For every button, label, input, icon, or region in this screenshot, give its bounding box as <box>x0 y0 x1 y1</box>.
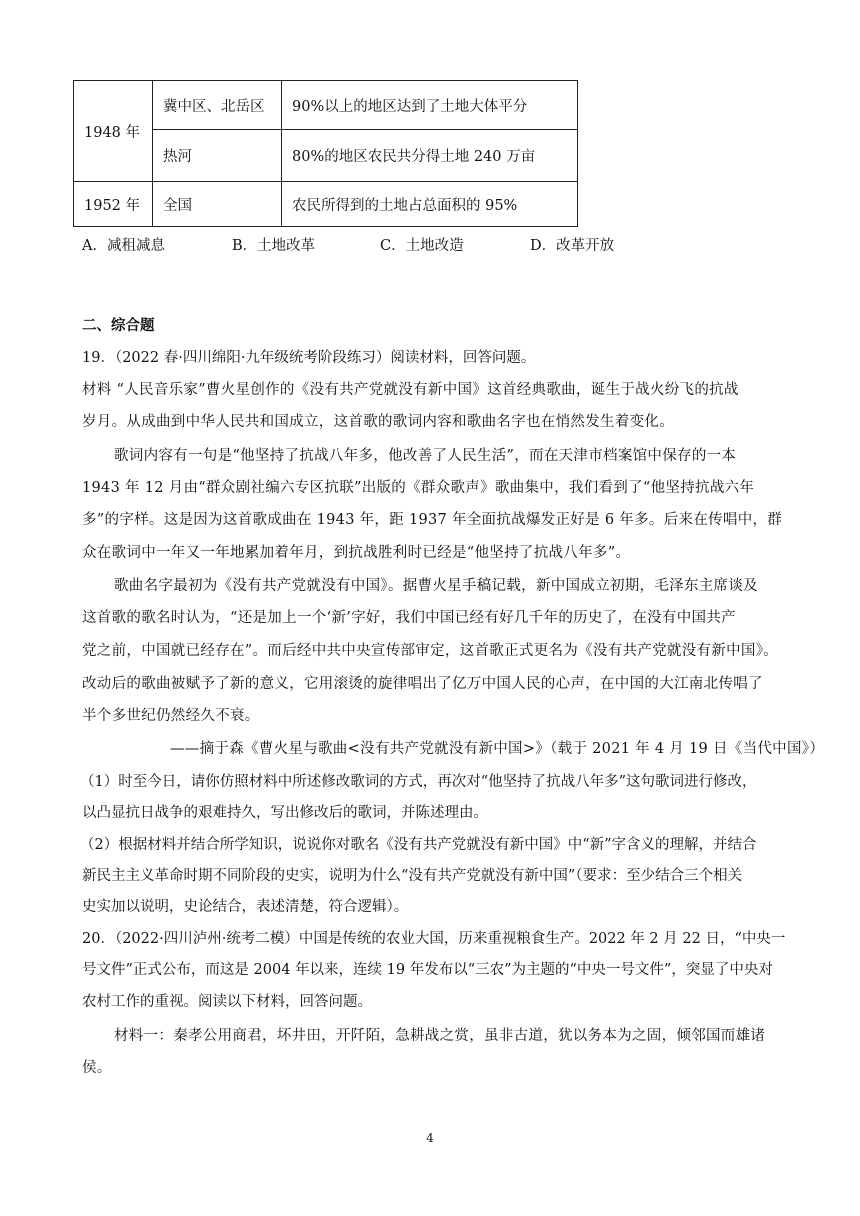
question-20-header: 20．（2022·四川泸州·统考二模）中国是传统的农业大国，历来重视粮食生产。2022 年 2 月 22 日，“中央一 <box>82 931 786 947</box>
material-line: 歌曲名字最初为《没有共产党就没有中国》。据曹火星手稿记载，新中国成立初期，毛泽东主席谈及 <box>114 578 758 594</box>
material-line: 1943 年 12 月由“群众剧社编六专区抗联”出版的《群众歌声》歌曲集中，我们看到了“他坚持抗战六年 <box>82 480 755 496</box>
question-19-1: （1）时至今日，请你仿照材料中所述修改歌词的方式，再次对“他坚持了抗战八年多”这句歌词进行修改， <box>80 774 757 790</box>
section-title: 二、综合题 <box>82 318 155 334</box>
question-20-header: 号文件”正式公布，而这是 2004 年以来，连续 19 年发布以“三农”为主题的“中央一号文件”，突显了中央对 <box>82 962 773 978</box>
table-cell-region: 冀中区、北岳区 <box>153 81 282 130</box>
question-19-2: （2）根据材料并结合所学知识，说说你对歌名《没有共产党就没有新中国》中“新”字含义的理解，并结合 <box>80 837 757 853</box>
question-20-header: 农村工作的重视。阅读以下材料，回答问题。 <box>82 994 372 1010</box>
table-row <box>74 81 578 130</box>
material-line: 歌词内容有一句是“他坚持了抗战八年多，他改善了人民生活”，而在天津市档案馆中保存的一本 <box>114 448 737 464</box>
question-19-header: 19．（2022 春·四川绵阳·九年级统考阶段练习）阅读材料，回答问题。 <box>82 350 536 366</box>
land-reform-table <box>73 80 578 227</box>
material-line: 材料 “人民音乐家”曹火星创作的《没有共产党就没有新中国》这首经典歌曲，诞生于战火纷飞的抗战 <box>82 382 739 398</box>
option-b[interactable]: B．土地改革 <box>232 238 316 254</box>
material-line: 改动后的歌曲被赋予了新的意义，它用滚烫的旋律唱出了亿万中国人民的心声，在中国的大江南北传唱了 <box>82 676 763 692</box>
material-line: 多”的字样。这是因为这首歌成曲在 1943 年，距 1937 年全面抗战爆发正好是 6 年多。后来在传唱中，群 <box>82 512 783 528</box>
table-cell-year: 1952 年 <box>74 182 153 227</box>
material-source: ——摘于森《曹火星与歌曲<没有共产党就没有新中国>》（载于 2021 年 4 月 19 日《当代中国》） <box>170 741 825 757</box>
table-cell-year: 1948 年 <box>74 81 153 182</box>
option-c[interactable]: C．土地改造 <box>380 238 464 254</box>
table-cell-content: 80%的地区农民共分得土地 240 万亩 <box>282 130 578 182</box>
table-cell-content: 90%以上的地区达到了土地大体平分 <box>282 81 578 130</box>
table-cell-region: 全国 <box>153 182 282 227</box>
material-line: 党之前，中国就已经存在”。而后经中共中央宣传部审定，这首歌正式更名为《没有共产党就没有新中国》。 <box>82 643 779 659</box>
material-line: 这首歌的歌名时认为，“还是加上一个‘新’字好，我们中国已经有好几千年的历史了，在没有中国共产 <box>82 610 736 626</box>
option-a[interactable]: A．减租减息 <box>82 238 165 254</box>
question-19-2: 新民主主义革命时期不同阶段的史实，说明为什么“没有共产党就没有新中国”（要求：至少结合三个相关 <box>82 868 743 884</box>
table-cell-content: 农民所得到的土地占总面积的 95% <box>282 182 578 227</box>
material-line: 半个多世纪仍然经久不衰。 <box>82 708 260 724</box>
material-line: 岁月。从成曲到中华人民共和国成立，这首歌的歌词内容和歌曲名字也在悄然发生着变化。 <box>82 414 674 430</box>
material-line: 众在歌词中一年又一年地累加着年月，到抗战胜利时已经是“他坚持了抗战八年多”。 <box>82 545 631 561</box>
material-one: 材料一：秦孝公用商君，坏井田，开阡陌，急耕战之赏，虽非古道，犹以务本为之固，倾邻国而雄诸 <box>114 1028 766 1044</box>
question-19-1: 以凸显抗日战争的艰难持久，写出修改后的歌词，并陈述理由。 <box>82 805 488 821</box>
question-19-2: 史实加以说明，史论结合，表述清楚，符合逻辑）。 <box>82 899 409 915</box>
table-row <box>74 182 578 227</box>
option-d[interactable]: D．改革开放 <box>530 238 615 254</box>
table-cell-region: 热河 <box>153 130 282 182</box>
page-number: 4 <box>426 1131 434 1145</box>
material-one: 侯。 <box>82 1060 112 1076</box>
